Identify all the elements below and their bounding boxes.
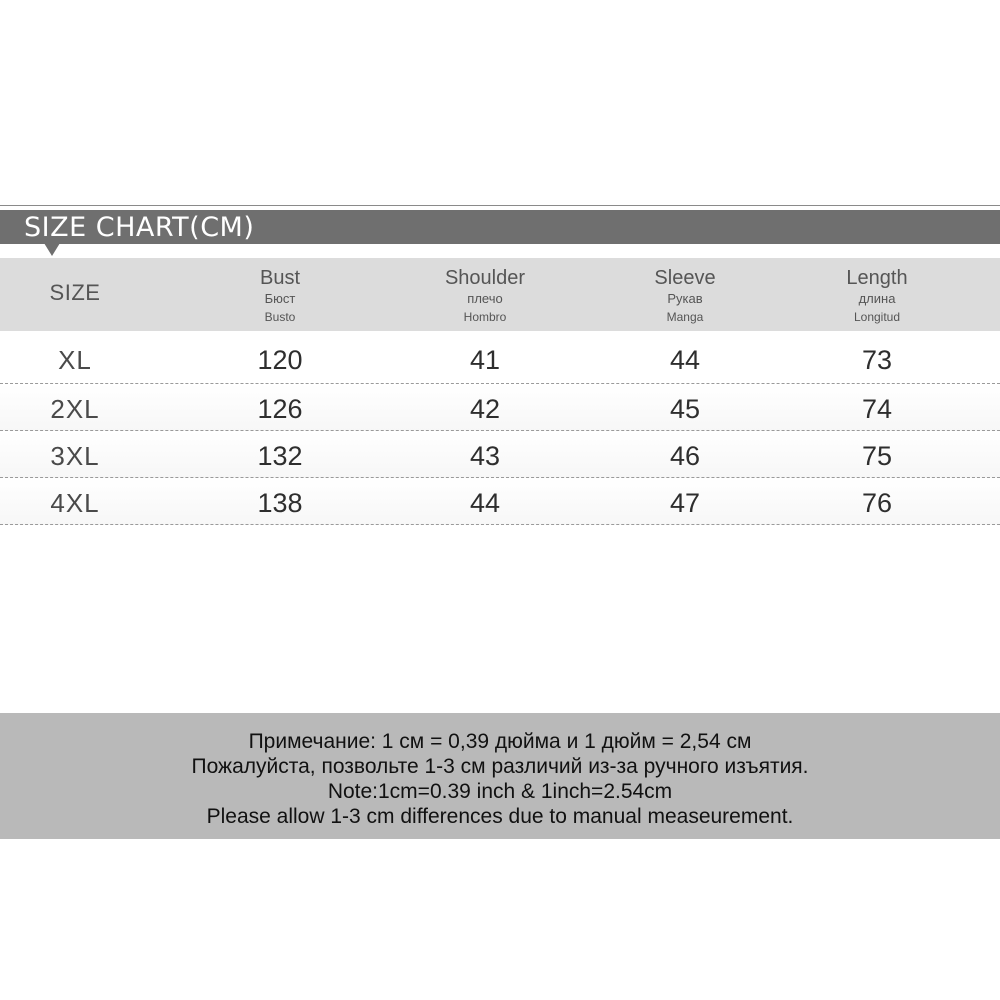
header-bust: Bust	[259, 267, 301, 289]
row-size: 4XL	[50, 488, 100, 518]
row-bust: 132	[257, 441, 303, 471]
row-length: 75	[861, 441, 893, 471]
row-divider	[0, 524, 1000, 525]
header-size: SIZE	[49, 280, 101, 305]
header-bust-es: Busto	[264, 310, 296, 324]
row-sleeve: 46	[669, 441, 701, 471]
row-sleeve: 47	[669, 488, 701, 518]
note-line-en-allowance: Please allow 1-3 cm differences due to manual measeurement.	[206, 805, 794, 828]
table-header	[0, 258, 1000, 331]
row-sleeve: 44	[669, 345, 701, 375]
header-sleeve-ru: Рукав	[667, 291, 703, 306]
row-bust: 120	[257, 345, 303, 375]
header-shoulder: Shoulder	[444, 267, 526, 289]
row-shoulder: 43	[469, 441, 501, 471]
header-length-es: Longitud	[853, 310, 901, 324]
chart-title: SIZE CHART(CM)	[24, 212, 255, 243]
row-size: XL	[58, 345, 92, 375]
row-shoulder: 44	[469, 488, 501, 518]
row-shoulder: 41	[469, 345, 501, 375]
header-shoulder-ru: плечо	[467, 291, 503, 306]
row-shoulder: 42	[469, 394, 501, 424]
table-row	[0, 478, 1000, 525]
row-length: 73	[861, 345, 893, 375]
row-size: 2XL	[50, 394, 100, 424]
table-row	[0, 384, 1000, 431]
row-sleeve: 45	[669, 394, 701, 424]
row-size: 3XL	[50, 441, 100, 471]
top-divider	[0, 205, 1000, 206]
note-line-ru-allowance: Пожалуйста, позвольте 1-3 см различий из-за ручного изъятия.	[191, 755, 809, 778]
measurement-note	[0, 713, 1000, 839]
row-bust: 138	[257, 488, 303, 518]
note-text-block	[0, 729, 1000, 829]
header-sleeve-es: Manga	[666, 310, 704, 324]
row-bust: 126	[257, 394, 303, 424]
note-line-en-conversion: Note:1cm=0.39 inch & 1inch=2.54cm	[327, 780, 673, 803]
header-shoulder-es: Hombro	[463, 310, 507, 324]
title-bar	[0, 210, 1000, 244]
row-length: 74	[861, 394, 893, 424]
header-sleeve: Sleeve	[654, 267, 716, 289]
table-row	[0, 431, 1000, 478]
header-length: Length	[846, 267, 908, 289]
header-length-ru: длина	[858, 291, 896, 306]
header-bust-ru: Бюст	[264, 291, 296, 306]
row-length: 76	[861, 488, 893, 518]
title-pointer	[44, 243, 60, 256]
note-line-ru-conversion: Примечание: 1 см = 0,39 дюйма и 1 дюйм = 2,54 см	[248, 730, 752, 753]
table-row	[0, 335, 1000, 382]
